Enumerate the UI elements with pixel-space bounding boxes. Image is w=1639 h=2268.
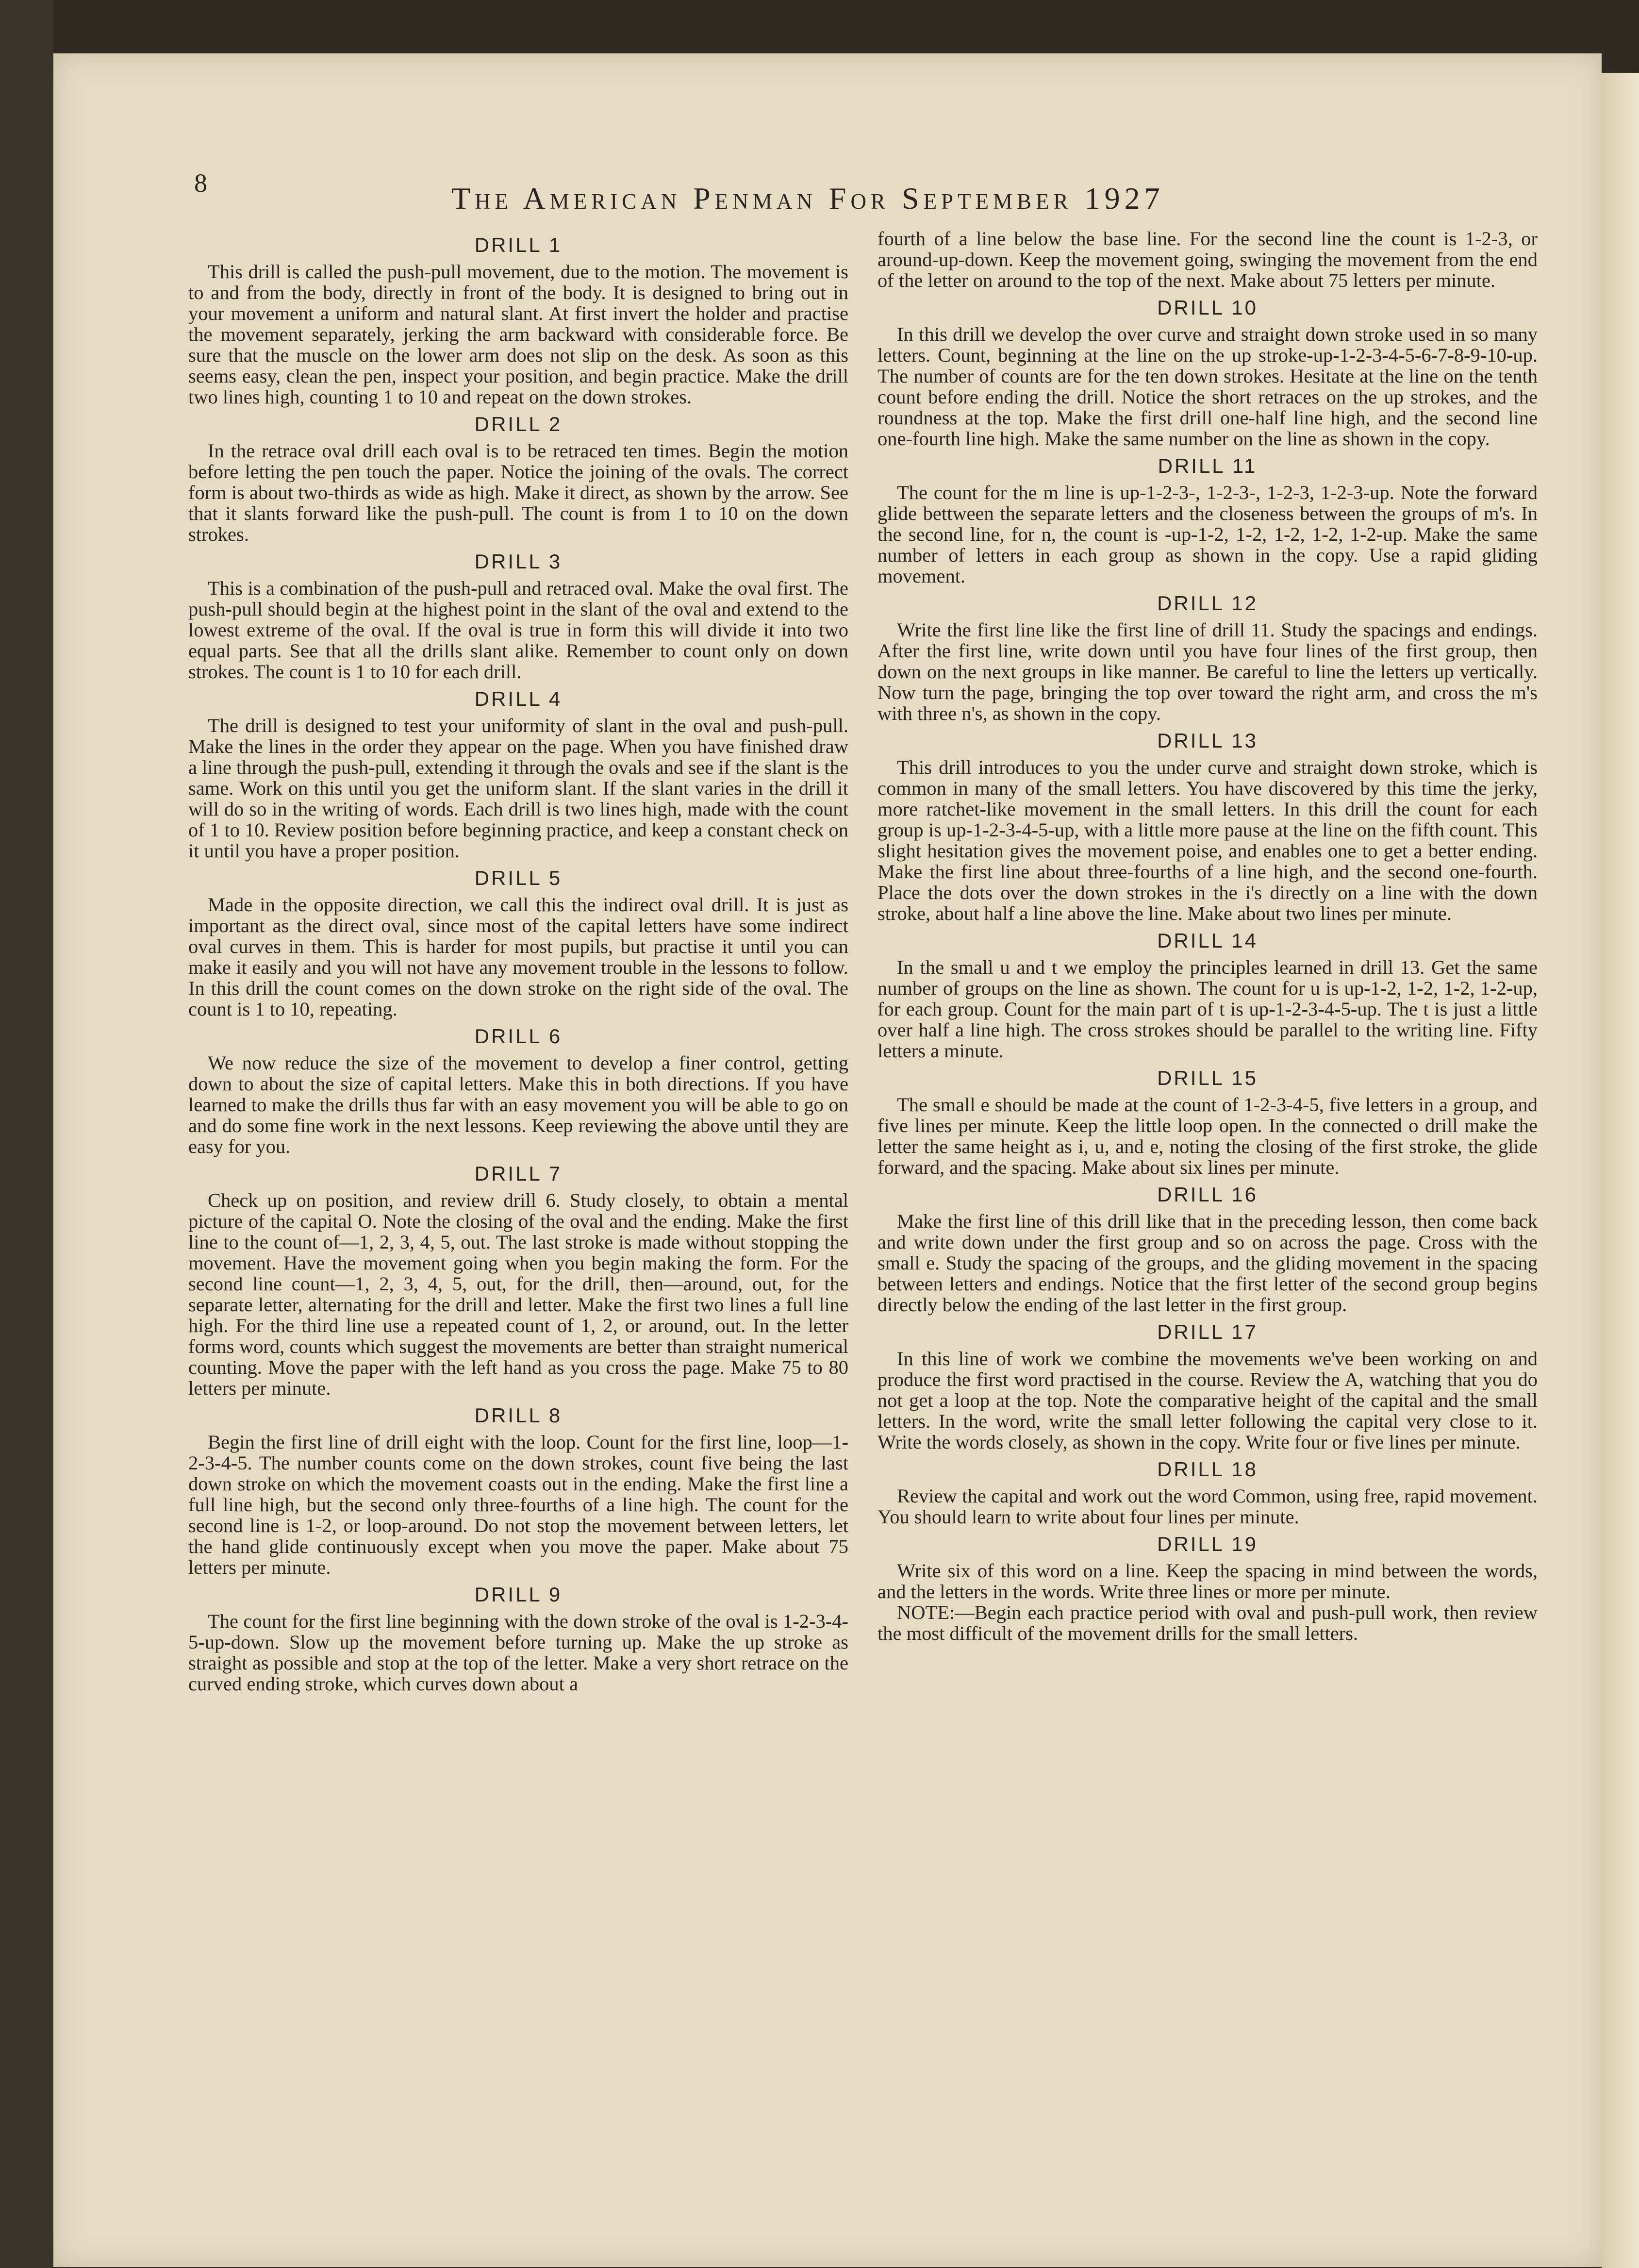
page-number: 8: [194, 168, 207, 198]
drill-text: Check up on position, and review drill 6. Study closely, to obtain a mental picture of the capital O. Note the closing of the oval and the ending. Make the first line to the count of—1, 2, 3, 4, 5, out. The last stroke is made without stopping the movement. Have the movement going when you begin making the form. For the second line count—1, 2, 3, 4, 5, out, for the drill, then—around, out, for the separate letter, alternating for the drill and letter. Make the first two lines a full line high. For the third line use a repeated count of 1, 2, or around, out. In the letter forms word, counts which suggest the movements are better than straight numerical counting. Move the paper with the left hand as you cross the page. Make 75 to 80 letters per minute.: [188, 1189, 848, 1399]
drill-title: DRILL 19: [1157, 1533, 1258, 1555]
drill-section: [877, 1181, 1538, 1315]
drill-text: The drill is designed to test your uniformity of slant in the oval and push-pull. Make the lines in the order they appear on the page. When you have finished draw a line through the push-pull, extending it through the ovals and see if the slant is the same. Work on this until you get the uniform slant. If the slant varies in the drill it will do so in the writing of words. Each drill is two lines high, made with the count of 1 to 10. Review position before beginning practice, and keep a constant check on it until you have a proper position.: [188, 715, 848, 862]
drill-section: [188, 231, 848, 407]
drill-title: DRILL 12: [1157, 592, 1258, 615]
drill-title: DRILL 3: [474, 550, 563, 573]
drill-section: [877, 589, 1538, 724]
drill-text: In this drill we develop the over curve and straight down stroke used in so many letters. Count, beginning at the line on the up stroke-up-1-2-3-4-5-6-7-8-9-10-up. The number of counts are for the ten down strokes. Hesitate at the line on the tenth count before ending the drill. Notice the short retraces on the up strokes, and the roundness at the top. Make the first drill one-half line high, and the second line one-fourth line high. Make the same number on the line as shown in the copy.: [877, 323, 1538, 450]
drill-title: DRILL 11: [1158, 454, 1258, 477]
drill-section: [877, 1455, 1538, 1527]
drill-text: In the retrace oval drill each oval is to be retraced ten times. Begin the motion before letting the pen touch the paper. Notice the joining of the ovals. The correct form is about two-thirds as wide as high. Make it direct, as shown by the arrow. See that it slants forward like the push-pull. The count is from 1 to 10 on the down strokes.: [188, 440, 848, 545]
drill-text: The small e should be made at the count of 1-2-3-4-5, five letters in a group, and five lines per minute. Keep the little loop open. In the connected o drill make the letter the same height as i, u, and e, noting the closing of the first stroke, the glide forward, and the spacing. Make about six lines per minute.: [877, 1094, 1538, 1178]
continued-text: fourth of a line below the base line. For the second line the count is 1-2-3, or around-up-down. Keep the movement going, swinging the movement from the end of the letter on around to the top of the next. Make about 75 letters per minute.: [877, 228, 1538, 291]
drill-title: DRILL 9: [474, 1583, 563, 1606]
drill-title: DRILL 1: [474, 233, 563, 256]
drill-title: DRILL 6: [474, 1025, 563, 1048]
drill-section: [188, 685, 848, 861]
drill-title: DRILL 8: [474, 1404, 563, 1427]
drill-title: DRILL 14: [1157, 929, 1258, 952]
drill-text: Make the first line of this drill like that in the preceding lesson, then come back and write down under the first group and so on across the page. Cross with the small e. Study the spacing of the groups, and the gliding movement in the spacing between letters and endings. Notice that the first letter of the second group begins directly below the ending of the last letter in the first group.: [877, 1210, 1538, 1316]
drill-text: Review the capital and work out the word Common, using free, rapid movement. You should learn to write about four lines per minute.: [877, 1485, 1538, 1528]
drill-section: [877, 294, 1538, 449]
drill-text: This is a combination of the push-pull and retraced oval. Make the oval first. The push-pull should begin at the highest point in the slant of the oval and extend to the lowest extreme of the oval. If the oval is true in form this will divide it into two equal parts. See that all the drills slant alike. Remember to count only on down strokes. The count is 1 to 10 for each drill.: [188, 577, 848, 683]
drill-text: Made in the opposite direction, we call this the indirect oval drill. It is just as important as the direct oval, since most of the capital letters have some indirect oval curves in them. This is harder for most pupils, but practise it until you can make it easily and you will not have any movement trouble in the lessons to follow. In this drill the count comes on the down stroke on the right side of the oval. The count is 1 to 10, repeating.: [188, 894, 848, 1020]
drill-text: We now reduce the size of the movement to develop a finer control, getting down to about the size of capital letters. Make this in both directions. If you have learned to make the drills thus far with an easy movement you will be able to go on and do some fine work in the next lessons. Keep reviewing the above until they are easy for you.: [188, 1052, 848, 1157]
drill-section: [877, 727, 1538, 924]
drill-section: [188, 1160, 848, 1399]
drill-section: [877, 1064, 1538, 1178]
drill-text: Write the first line like the first line of drill 11. Study the spacings and endings. After the first line, write down until you have four lines of the first group, then down on the next groups in like manner. Be careful to line the letters up vertically. Now turn the page, bringing the top over toward the right arm, and cross the m's with three n's, as shown in the copy.: [877, 619, 1538, 724]
journal-title: The American Penman For September 1927: [451, 181, 1164, 216]
right-column: [877, 228, 1538, 1644]
drill-text: This drill introduces to you the under curve and straight down stroke, which is common in many of the small letters. You have discovered by this time the jerky, more ratchet-like movement in the small letters. In this drill the count for each group is up-1-2-3-4-5-up, with a little more pause at the line on the fifth count. This slight hesitation gives the movement poise, and enables one to get a better ending. Make the first line about three-fourths of a line high, and the second one-fourth. Place the dots over the down strokes in the i's directly on a line with the down stroke, about half a line above the line. Make about two lines per minute.: [877, 756, 1538, 924]
drill-title: DRILL 7: [474, 1162, 563, 1185]
drill-section: [188, 1401, 848, 1578]
drill-title: DRILL 4: [474, 687, 563, 710]
drill-text: In the small u and t we employ the principles learned in drill 13. Get the same number of groups on the line as shown. The count for u is up-1-2, 1-2, 1-2, 1-2-up, for each group. Count for the main part of t is up-1-2-3-4-5-up. The t is just a little over half a line high. The cross strokes should be parallel to the writing line. Fifty letters a minute.: [877, 956, 1538, 1062]
drill-section: [877, 927, 1538, 1061]
drill-title: DRILL 2: [474, 413, 563, 435]
drill-title: DRILL 18: [1157, 1458, 1258, 1481]
drill-text: The count for the first line beginning with the down stroke of the oval is 1-2-3-4-5-up-down. Slow up the movement before turning up. Make the up stroke as straight as possible and stop at the top of the letter. Make a very short retrace on the curved ending stroke, which curves down about a: [188, 1610, 848, 1695]
drill-title: DRILL 16: [1157, 1183, 1258, 1206]
binding-edge: [0, 0, 53, 2268]
drill-section: [188, 548, 848, 682]
drill-section: [188, 410, 848, 545]
drill-section: [877, 452, 1538, 586]
drill-section: [188, 1581, 848, 1694]
left-column: [188, 228, 848, 1694]
drill-section: [877, 1530, 1538, 1602]
drill-text: In this line of work we combine the movements we've been working on and produce the first word practised in the course. Review the A, watching that you do not get a loop at the top. Note the comparative height of the capital and the small letters. In the word, write the small letter following the capital very close to it. Write the words closely, as shown in the copy. Write four or five lines per minute.: [877, 1348, 1538, 1453]
drill-title: DRILL 13: [1157, 729, 1258, 752]
next-page-edge: [1602, 73, 1639, 2268]
drill-section: [188, 1022, 848, 1157]
running-header: [0, 163, 1639, 216]
drill-title: DRILL 17: [1157, 1320, 1258, 1343]
drill-text: This drill is called the push-pull movement, due to the motion. The movement is to and from the body, directly in front of the body. It is designed to bring out in your movement a uniform and natural slant. At first invert the holder and practise the movement separately, jerking the arm backward with considerable force. Be sure that the muscle on the lower arm does not slip on the desk. As soon as this seems easy, clean the pen, inspect your position, and begin practice. Make the drill two lines high, counting 1 to 10 and repeat on the down strokes.: [188, 261, 848, 408]
drill-text: The count for the m line is up-1-2-3-, 1-2-3-, 1-2-3, 1-2-3-up. Note the forward glide bettween the separate letters and the closeness between the groups of m's. In the second line, for n, the count is -up-1-2, 1-2, 1-2, 1-2, 1-2-up. Make the same number of letters in each group as shown in the copy. Use a rapid gliding movement.: [877, 482, 1538, 587]
drill-title: DRILL 10: [1157, 296, 1258, 319]
drill-title: DRILL 15: [1157, 1067, 1258, 1089]
closing-note: NOTE:—Begin each practice period with oval and push-pull work, then review the most difficult of the movement drills for the small letters.: [877, 1601, 1538, 1644]
drill-section: [877, 1318, 1538, 1452]
drill-title: DRILL 5: [474, 867, 563, 889]
drill-text: Begin the first line of drill eight with the loop. Count for the first line, loop—1-2-3-4-5. The number counts come on the down strokes, count five being the last down stroke on which the movement coasts out in the ending. Make the first line a full line high, but the second only three-fourths of a line high. The count for the second line is 1-2, or loop-around. Do not stop the movement between letters, let the hand glide continuously except when you move the paper. Make about 75 letters per minute.: [188, 1431, 848, 1578]
drill-section: [188, 864, 848, 1019]
drill-text: Write six of this word on a line. Keep the spacing in mind between the words, and the letters in the words. Write three lines or more per minute.: [877, 1560, 1538, 1602]
